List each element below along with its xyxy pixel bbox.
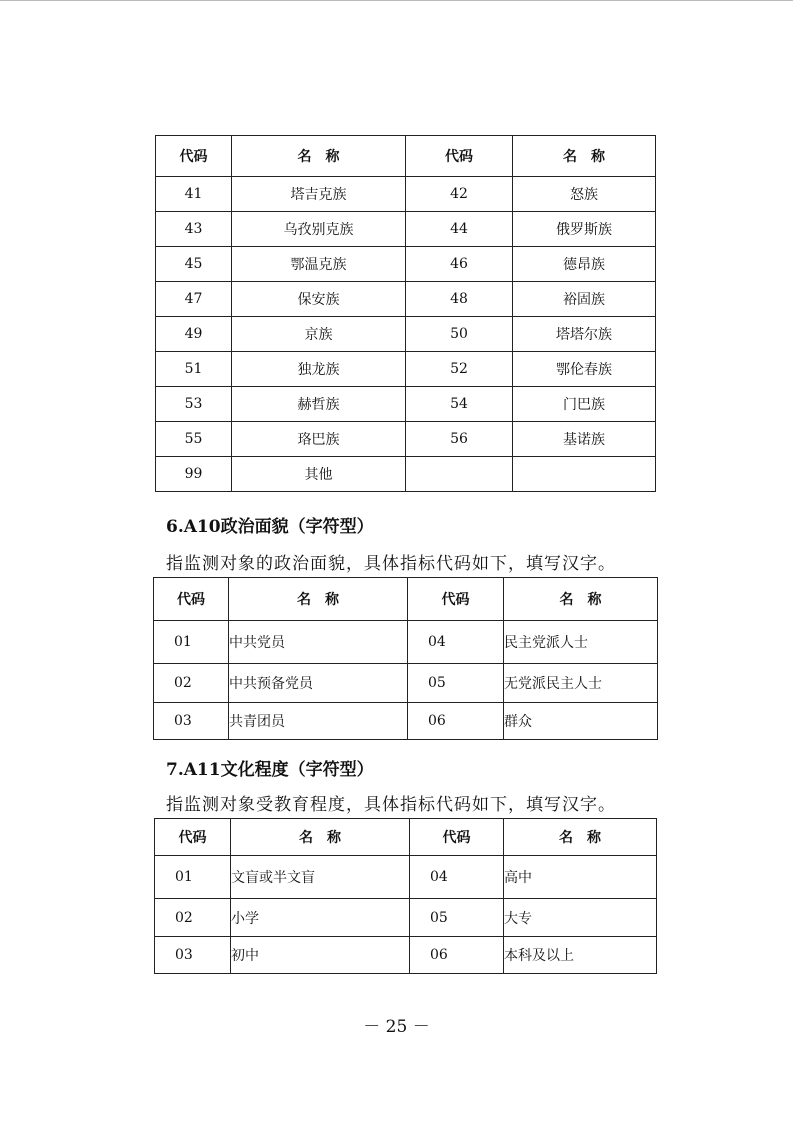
code-cell xyxy=(406,457,513,492)
table-row xyxy=(156,387,656,422)
header-code: 代码 xyxy=(410,819,504,856)
name-cell: 赫哲族 xyxy=(232,387,406,422)
name-cell: 民主党派人士 xyxy=(504,621,658,664)
code-cell: 03 xyxy=(154,703,229,740)
header-name: 名 称 xyxy=(232,136,406,177)
name-cell: 其他 xyxy=(232,457,406,492)
table-row xyxy=(155,899,657,937)
code-cell: 52 xyxy=(406,352,513,387)
education-level-table xyxy=(154,818,657,974)
table-row xyxy=(156,422,656,457)
section-6-heading: 6.A10政治面貌（字符型） xyxy=(166,517,374,537)
name-cell: 德昂族 xyxy=(513,247,656,282)
table-row xyxy=(155,937,657,974)
name-cell: 塔塔尔族 xyxy=(513,317,656,352)
code-cell: 05 xyxy=(408,664,504,703)
code-cell: 04 xyxy=(410,856,504,899)
code-cell: 42 xyxy=(406,177,513,212)
code-cell: 43 xyxy=(156,212,232,247)
table-header-row xyxy=(155,819,657,856)
name-cell: 鄂温克族 xyxy=(232,247,406,282)
code-cell: 04 xyxy=(408,621,504,664)
code-cell: 03 xyxy=(155,937,231,974)
code-cell: 48 xyxy=(406,282,513,317)
table-row xyxy=(156,177,656,212)
name-cell: 文盲或半文盲 xyxy=(231,856,410,899)
code-cell: 02 xyxy=(155,899,231,937)
name-cell: 中共党员 xyxy=(229,621,408,664)
name-cell: 小学 xyxy=(231,899,410,937)
name-cell: 珞巴族 xyxy=(232,422,406,457)
code-cell: 56 xyxy=(406,422,513,457)
name-cell: 裕固族 xyxy=(513,282,656,317)
header-code: 代码 xyxy=(155,819,231,856)
code-cell: 01 xyxy=(155,856,231,899)
table-row xyxy=(155,856,657,899)
code-cell: 50 xyxy=(406,317,513,352)
code-cell: 02 xyxy=(154,664,229,703)
table-row xyxy=(156,212,656,247)
code-cell: 05 xyxy=(410,899,504,937)
code-cell: 99 xyxy=(156,457,232,492)
code-cell: 55 xyxy=(156,422,232,457)
table-row xyxy=(154,621,658,664)
page-number: － 25 － xyxy=(363,1017,430,1037)
political-status-table xyxy=(153,577,658,740)
name-cell: 中共预备党员 xyxy=(229,664,408,703)
header-name: 名 称 xyxy=(229,578,408,621)
name-cell: 无党派民主人士 xyxy=(504,664,658,703)
code-cell: 45 xyxy=(156,247,232,282)
header-name: 名 称 xyxy=(504,578,658,621)
section-7-heading: 7.A11文化程度（字符型） xyxy=(166,760,374,780)
name-cell: 独龙族 xyxy=(232,352,406,387)
name-cell: 门巴族 xyxy=(513,387,656,422)
header-code: 代码 xyxy=(156,136,232,177)
header-code: 代码 xyxy=(408,578,504,621)
table-row xyxy=(154,664,658,703)
code-cell: 49 xyxy=(156,317,232,352)
table-row xyxy=(156,317,656,352)
name-cell xyxy=(513,457,656,492)
name-cell: 俄罗斯族 xyxy=(513,212,656,247)
table-row xyxy=(156,247,656,282)
table-row xyxy=(156,352,656,387)
name-cell: 共青团员 xyxy=(229,703,408,740)
table-row xyxy=(156,282,656,317)
table-row xyxy=(156,457,656,492)
header-name: 名 称 xyxy=(504,819,657,856)
name-cell: 高中 xyxy=(504,856,657,899)
code-cell: 06 xyxy=(410,937,504,974)
code-cell: 41 xyxy=(156,177,232,212)
code-cell: 06 xyxy=(408,703,504,740)
name-cell: 京族 xyxy=(232,317,406,352)
name-cell: 初中 xyxy=(231,937,410,974)
table-header-row xyxy=(154,578,658,621)
header-code: 代码 xyxy=(154,578,229,621)
header-name: 名 称 xyxy=(231,819,410,856)
name-cell: 基诺族 xyxy=(513,422,656,457)
code-cell: 51 xyxy=(156,352,232,387)
name-cell: 鄂伦春族 xyxy=(513,352,656,387)
name-cell: 大专 xyxy=(504,899,657,937)
name-cell: 怒族 xyxy=(513,177,656,212)
code-cell: 44 xyxy=(406,212,513,247)
table-row xyxy=(154,703,658,740)
code-cell: 46 xyxy=(406,247,513,282)
section-7-description: 指监测对象受教育程度，具体指标代码如下，填写汉字。 xyxy=(166,795,616,815)
name-cell: 本科及以上 xyxy=(504,937,657,974)
code-cell: 01 xyxy=(154,621,229,664)
code-cell: 53 xyxy=(156,387,232,422)
header-name: 名 称 xyxy=(513,136,656,177)
table-header-row xyxy=(156,136,656,177)
header-code: 代码 xyxy=(406,136,513,177)
code-cell: 47 xyxy=(156,282,232,317)
section-6-description: 指监测对象的政治面貌，具体指标代码如下，填写汉字。 xyxy=(166,554,616,574)
name-cell: 保安族 xyxy=(232,282,406,317)
ethnic-code-table xyxy=(155,135,656,492)
code-cell: 54 xyxy=(406,387,513,422)
name-cell: 乌孜别克族 xyxy=(232,212,406,247)
name-cell: 群众 xyxy=(504,703,658,740)
name-cell: 塔吉克族 xyxy=(232,177,406,212)
